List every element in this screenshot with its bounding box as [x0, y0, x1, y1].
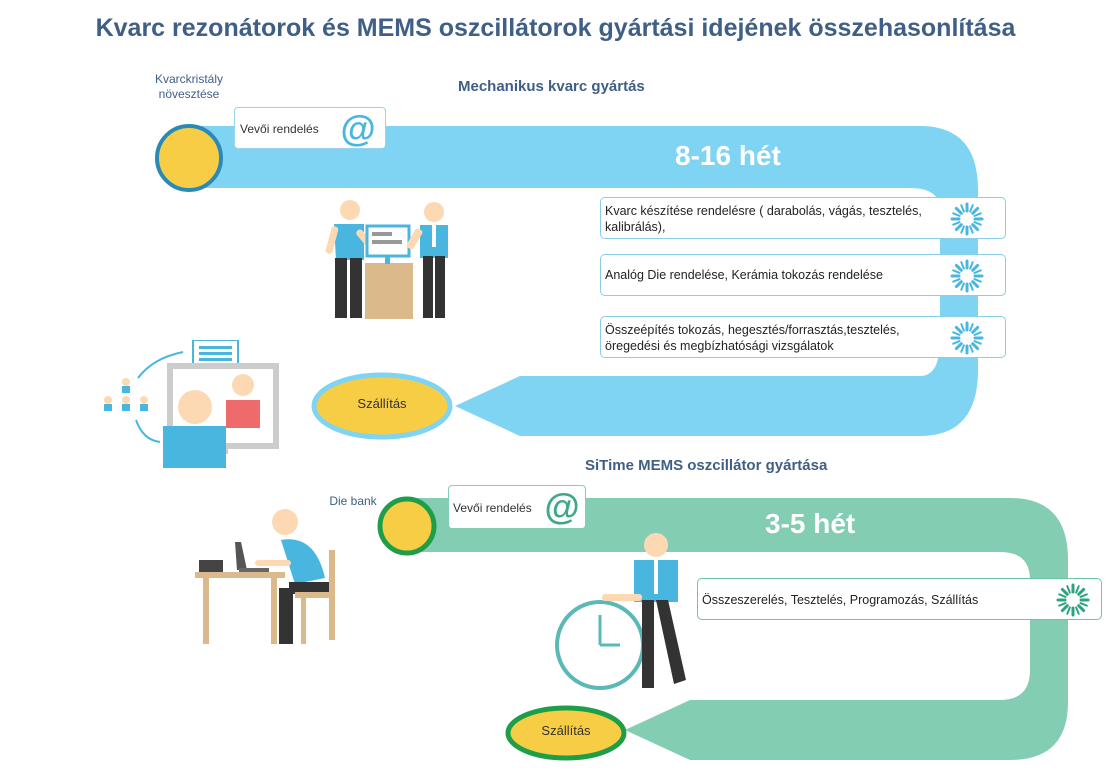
quartz-start-label-line2: növesztése — [158, 87, 220, 101]
mems-start-circle — [375, 494, 439, 558]
svg-text:@: @ — [340, 110, 376, 148]
quartz-section-title: Mechanikus kvarc gyártás — [458, 78, 645, 95]
workers-illustration — [320, 198, 460, 323]
quartz-shipping-label: Szállítás — [357, 396, 407, 411]
mems-step-1-text: Összeszerelés, Tesztelés, Programozás, Szállítás — [702, 593, 979, 607]
mems-start-label: Die bank — [329, 494, 377, 508]
quartz-step-3 — [600, 316, 1006, 358]
quartz-step-1 — [600, 197, 1006, 239]
mems-order-card — [448, 485, 586, 529]
quartz-duration: 8-16 hét — [675, 140, 781, 171]
mems-shipping-label: Szállítás — [541, 723, 591, 738]
quartz-start-circle — [153, 122, 225, 194]
quartz-step-3-text: Összeépítés tokozás, hegesztés/forrasztás,tesztelés, öregedési és megbízhatósági vizsgálatok — [605, 323, 900, 353]
quartz-step-2 — [600, 254, 1006, 296]
clock-man-illustration — [550, 530, 690, 695]
quartz-step-2-text: Analóg Die rendelése, Kerámia tokozás rendelése — [605, 268, 883, 282]
mems-duration: 3-5 hét — [765, 508, 856, 539]
page-title: Kvarc rezonátorok és MEMS oszcillátorok gyártási idejének összehasonlítása — [95, 14, 1016, 42]
quartz-start-label-line1: Kvarckristály — [154, 72, 223, 86]
loading-spinner-icon — [949, 258, 985, 294]
mems-section-title: SiTime MEMS oszcillátor gyártása — [585, 457, 828, 474]
loading-spinner-icon — [949, 320, 985, 356]
loading-spinner-icon — [1055, 582, 1091, 618]
at-sign-icon — [543, 488, 581, 526]
svg-text:@: @ — [544, 488, 580, 526]
mems-step-1 — [697, 578, 1102, 620]
quartz-start-label — [140, 72, 238, 102]
laptop-worker-illustration — [195, 508, 350, 648]
at-sign-icon — [339, 110, 377, 148]
video-call-illustration — [98, 340, 283, 475]
quartz-order-card — [234, 107, 386, 149]
loading-spinner-icon — [949, 201, 985, 237]
quartz-order-label: Vevői rendelés — [240, 122, 319, 136]
quartz-step-1-text: Kvarc készítése rendelésre ( darabolás, vágás, tesztelés, kalibrálás), — [605, 204, 922, 234]
mems-order-label: Vevői rendelés — [453, 501, 532, 515]
